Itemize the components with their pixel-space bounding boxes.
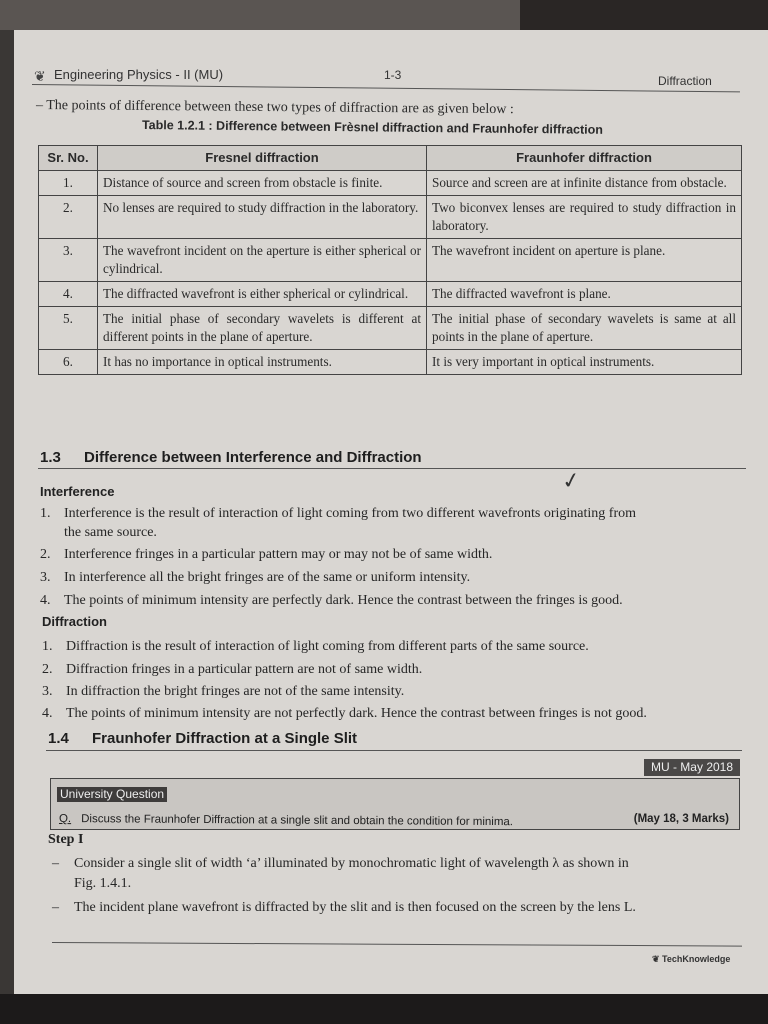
fraunhofer-cell: The wavefront incident on aperture is plane. [427,239,742,282]
list-item [42,704,748,723]
list-item [40,504,750,542]
item-text: In diffraction the bright fringes are not of the same intensity. [66,684,405,699]
step-heading: Step I [48,832,84,847]
fresnel-cell: The wavefront incident on the aperture is either spherical or cylindrical. [98,239,427,282]
intro-text-body: The points of difference between these two types of diffraction are as given below : [46,98,514,118]
section-title: Difference between Interference and Diffraction [84,449,422,466]
table-caption: Table 1.2.1 : Difference between Frèsnel diffraction and Fraunhofer diffraction [141,118,604,137]
intro-text: – The points of difference between these two types of diffraction are as given below : [35,98,514,118]
item-text-continued: Fig. 1.4.1. [74,876,132,891]
row-number: 1. [39,171,98,196]
table-row [39,350,742,375]
exam-tag-badge: MU - May 2018 [644,759,740,776]
header-sr-no: Sr. No. [39,146,98,171]
book-title: Engineering Physics - II (MU) [54,67,224,82]
item-number: 4. [40,593,51,608]
section-rule [38,468,746,469]
publisher-name: TechKnowledge [662,954,731,964]
item-text: Diffraction fringes in a particular pattern are not of same width. [66,662,423,677]
item-text: The incident plane wavefront is diffracted by the slit and is then focused on the screen by the lens L. [74,900,636,915]
section-number: 1.3 [40,449,61,466]
item-text: Diffraction is the result of interaction of light coming from different parts of the same source. [66,639,589,654]
fresnel-cell: The diffracted wavefront is either spherical or cylindrical. [98,282,427,307]
interference-heading: Interference [40,484,115,499]
item-text: Interference fringes in a particular pattern may or may not be of same width. [64,547,493,562]
question-body: Discuss the Fraunhofer Diffraction at a single slit and obtain the condition for minima. [81,813,514,829]
background-left [0,30,14,1024]
item-number: 2. [42,662,53,677]
university-question-label: University Question [57,787,167,802]
fresnel-cell: Distance of source and screen from obstacle is finite. [98,171,427,196]
section-heading-1-4 [48,730,357,747]
fraunhofer-cell: Two biconvex lenses are required to study diffraction in laboratory. [427,196,742,239]
pen-mark-icon: ✓ [559,466,583,495]
item-number: 3. [42,684,53,699]
chapter-title: Diffraction [658,74,712,88]
publisher-footer-logo [652,954,730,965]
background-bottom [0,994,768,1024]
section-rule [46,750,742,751]
table-row [39,171,742,196]
list-item [42,660,748,679]
table-row [39,282,742,307]
item-text: The points of minimum intensity are perfectly dark. Hence the contrast between the fringes is good. [64,593,623,608]
publisher-logo-icon: ❦ [652,954,663,964]
item-text-continued: the same source. [64,525,157,540]
fraunhofer-cell: The initial phase of secondary wavelets is same at all points in the plane of aperture. [427,307,742,350]
bullet-dash: – [52,900,59,915]
item-number: 1. [42,639,53,654]
table-row [39,196,742,239]
question-marks: (May 18, 3 Marks) [633,813,729,825]
section-title: Fraunhofer Diffraction at a Single Slit [92,730,358,747]
background-top-dark [520,0,768,34]
row-number: 2. [39,196,98,239]
list-item [40,568,750,587]
fraunhofer-cell: It is very important in optical instruments. [427,350,742,375]
page-number: 1-3 [384,68,402,82]
item-text: The points of minimum intensity are not perfectly dark. Hence the contrast between fringes is not good. [66,706,647,721]
item-number: 3. [40,570,51,585]
question-label: Q. [58,813,72,826]
list-item [52,854,740,894]
fresnel-cell: No lenses are required to study diffraction in the laboratory. [98,196,427,239]
row-number: 6. [39,350,98,375]
list-item [52,898,740,918]
table-row [39,239,742,282]
list-item [42,682,748,701]
comparison-table [38,145,742,375]
university-question-text [59,813,513,828]
item-number: 4. [42,706,53,721]
list-item [40,591,750,610]
item-number: 1. [40,506,51,521]
item-text: Consider a single slit of width ‘a’ illuminated by monochromatic light of wavelength λ as shown in [74,856,629,871]
section-heading-1-3 [40,449,422,466]
fresnel-cell: It has no importance in optical instruments. [98,350,427,375]
table-row [39,307,742,350]
header-fraunhofer: Fraunhofer diffraction [427,146,742,171]
row-number: 3. [39,239,98,282]
header-fresnel: Fresnel diffraction [98,146,427,171]
fraunhofer-cell: Source and screen are at infinite distance from obstacle. [427,171,742,196]
row-number: 4. [39,282,98,307]
publisher-logo-icon: ❦ [34,70,46,85]
table-header-row [39,146,742,171]
row-number: 5. [39,307,98,350]
bullet-dash: – [52,856,59,871]
list-item [42,637,748,656]
university-question-box [50,778,740,830]
diffraction-heading: Diffraction [42,614,107,629]
item-text: Interference is the result of interaction of light coming from two different wavefronts originating from [64,506,637,521]
item-text: In interference all the bright fringes are of the same or uniform intensity. [64,570,471,585]
item-number: 2. [40,547,51,562]
section-number: 1.4 [48,730,69,747]
fraunhofer-cell: The diffracted wavefront is plane. [427,282,742,307]
fresnel-cell: The initial phase of secondary wavelets is different at different points in the plane of aperture. [98,307,427,350]
list-item [40,545,750,564]
